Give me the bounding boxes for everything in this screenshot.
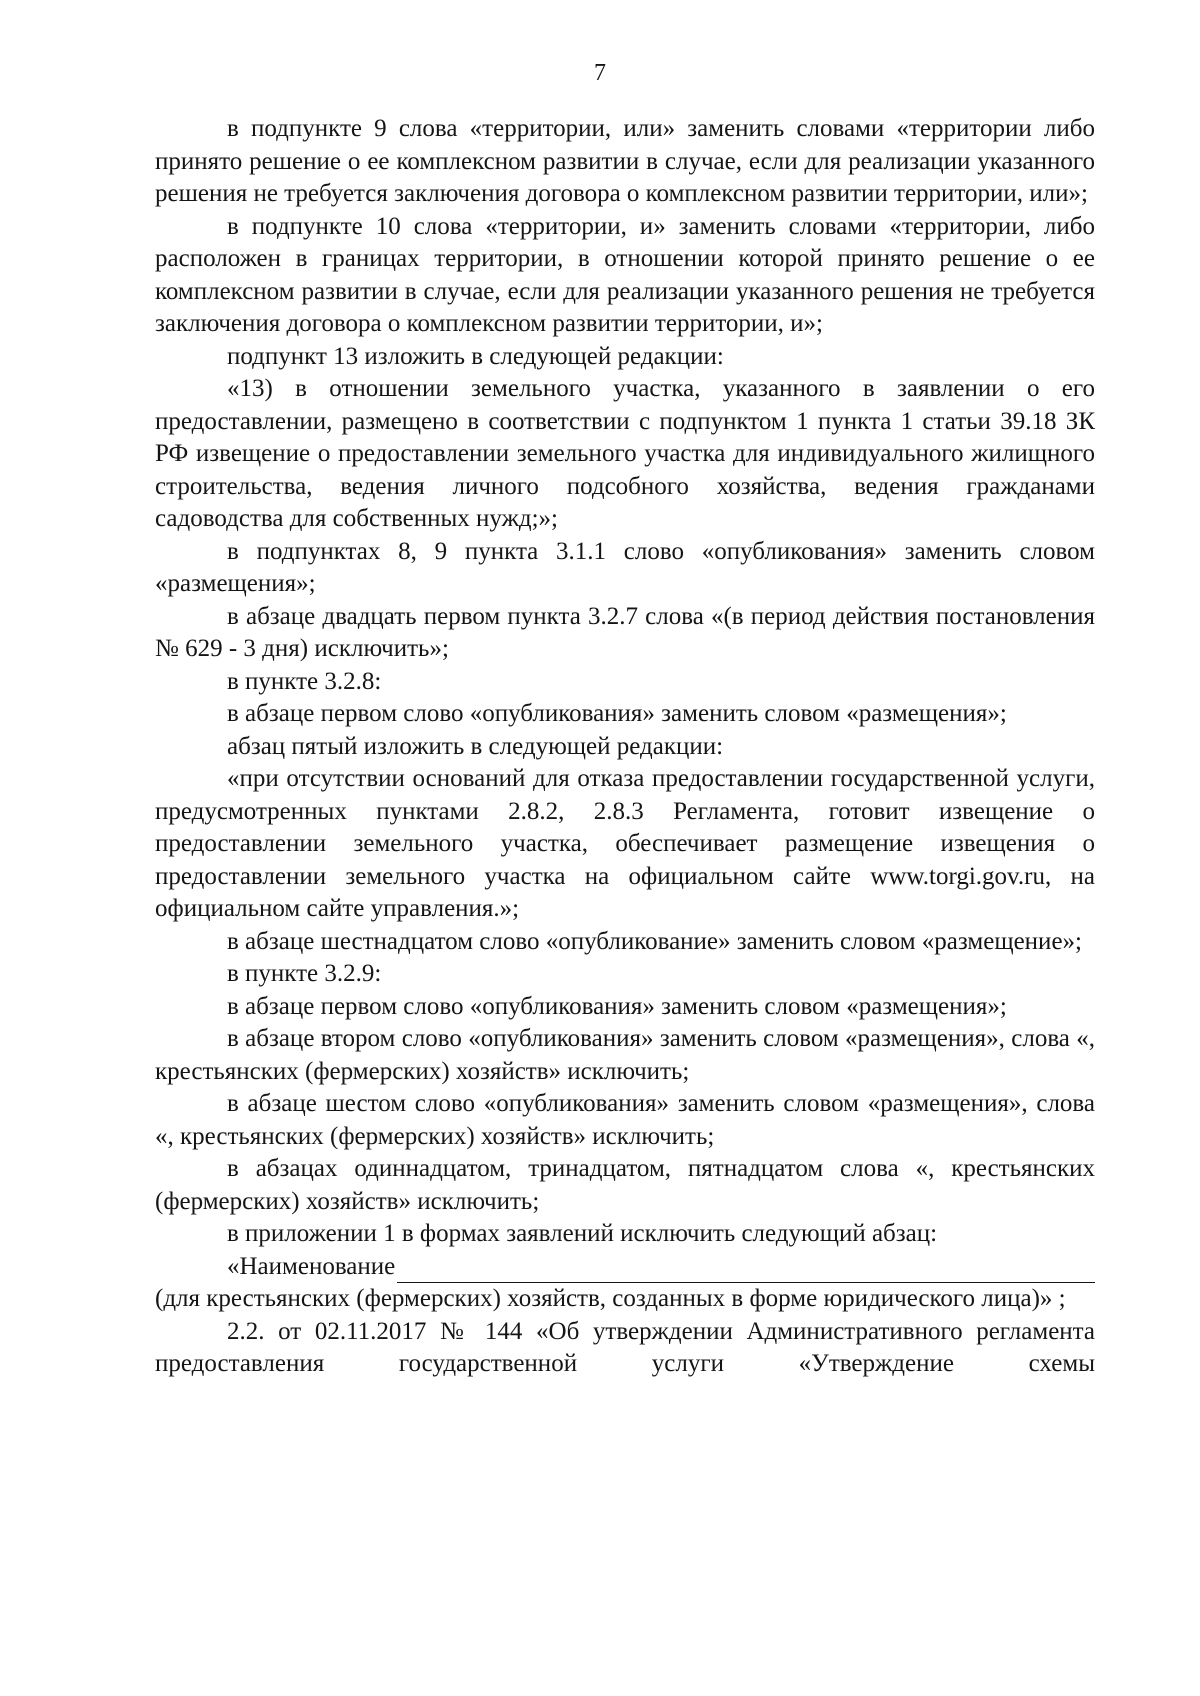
name-field-label: «Наименование [227, 1252, 396, 1280]
paragraph: абзац пятый изложить в следующей редакции: [227, 732, 724, 760]
paragraph: подпункт 13 изложить в следующей редакции: [227, 342, 724, 370]
paragraph: в абзаце втором слово «опубликования» заменить словом «размещения», слова «, крестьянских (фермерских) хозяйств» исключить; [155, 1025, 1095, 1085]
paragraph: в пункте 3.2.8: [227, 667, 382, 695]
paragraph: в приложении 1 в формах заявлений исключить следующий абзац: [227, 1220, 938, 1247]
paragraph: в подпункте 9 слова «территории, или» заменить словами «территории либо принято решение о ее комплексном развитии в случае, если для реализации указанного решения не требуется заключения договора о комплексном развитии территории, или»; [155, 115, 1095, 207]
paragraph: 2.2. от 02.11.2017 № 144 «Об утверждении Административного регламента предоставления государственной услуги «Утверждение схемы [155, 1317, 1095, 1377]
paragraph: в абзаце первом слово «опубликования» заменить словом «размещения»; [227, 700, 1007, 727]
paragraph: в абзаце первом слово «опубликования» заменить словом «размещения»; [227, 992, 1007, 1020]
paragraph: в подпунктах 8, 9 пункта 3.1.1 слово «опубликования» заменить словом «размещения»; [155, 537, 1095, 597]
paragraph: в абзаце шестнадцатом слово «опубликование» заменить словом «размещение»; [227, 927, 1082, 955]
paragraph: в абзаце шестом слово «опубликования» заменить словом «размещения», слова «, крестьянских (фермерских) хозяйств» исключить; [155, 1090, 1095, 1150]
paragraph: в абзацах одиннадцатом, тринадцатом, пятнадцатом слова «, крестьянских (фермерских) хозяйств» исключить; [155, 1155, 1095, 1215]
page-number: 7 [594, 60, 606, 86]
paragraph: «13) в отношении земельного участка, указанного в заявлении о его предоставлении, размещено в соответствии с подпунктом 1 пункта 1 статьи 39.18 ЗК РФ извещение о предоставлении земельного участка для индивидуального жилищного строительства, ведения личного подсобного хозяйства, ведения гражданами садоводства для собственных нужд;»; [155, 375, 1095, 532]
paragraph: (для крестьянских (фермерских) хозяйств, созданных в форме юридического лица)» ; [155, 1285, 1066, 1312]
blank-underline [397, 1258, 1095, 1283]
paragraph: в абзаце двадцать первом пункта 3.2.7 слова «(в период действия постановления № 629 - 3 дня) исключить»; [155, 602, 1095, 662]
name-blank-line [155, 1251, 1095, 1284]
paragraph: «при отсутствии оснований для отказа предоставлении государственной услуги, предусмотренных пунктами 2.8.2, 2.8.3 Регламента, готовит извещение о предоставлении земельного участка, обеспечивает размещение извещения о предоставлении земельного участка на официальном сайте www.torgi.gov.ru, на официальном сайте управления.»; [155, 765, 1095, 922]
document-body [155, 113, 1095, 1381]
paragraph: в подпункте 10 слова «территории, и» заменить словами «территории, либо расположен в границах территории, в отношении которой принято решение о ее комплексном развитии в случае, если для реализации указанного решения не требуется заключения договора о комплексном развитии территории, и»; [155, 212, 1095, 337]
paragraph: в пункте 3.2.9: [227, 960, 382, 987]
